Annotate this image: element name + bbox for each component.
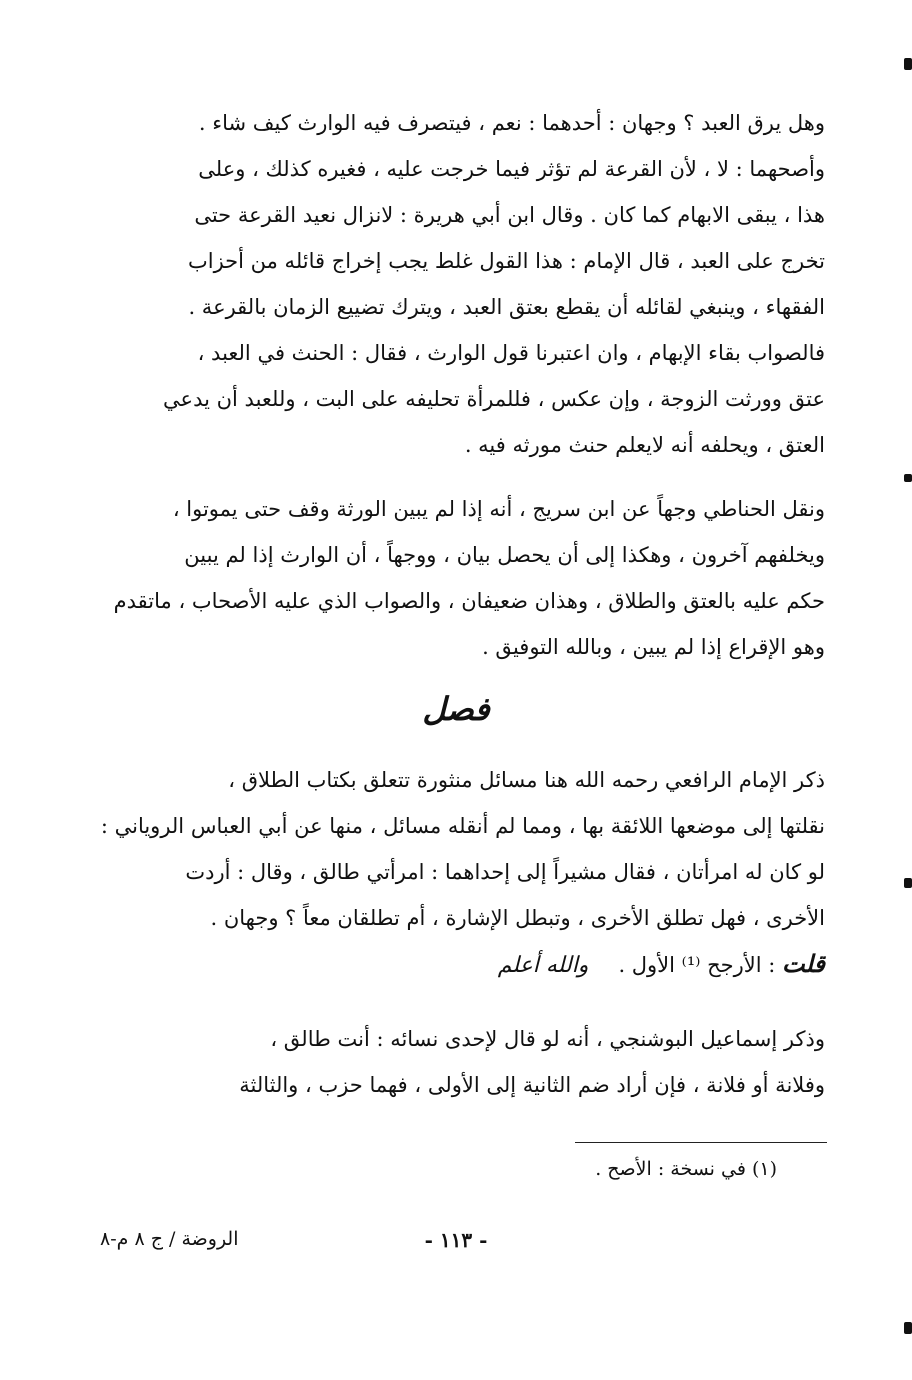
edge-mark — [904, 58, 912, 70]
text-line: وأصحهما : لا ، لأن القرعة لم تؤثر فيما خرجت عليه ، فغيره كذلك ، وعلى — [198, 157, 825, 181]
closing-prefix: قلت — [782, 949, 825, 978]
text-line: الأخرى ، فهل تطلق الأخرى ، وتبطل الإشارة ، أم تطلقان معاً ؟ وجهان . — [210, 906, 825, 930]
text-line: لو كان له امرأتان ، فقال مشيراً إلى إحداهما : امرأتي طالق ، وقال : أردت — [185, 860, 825, 884]
text-line: ونقل الحناطي وجهاً عن ابن سريج ، أنه إذا لم يبين الورثة وقف حتى يموتوا ، — [172, 497, 825, 521]
text-line: الفقهاء ، وينبغي لقائله أن يقطع بعتق العبد ، ويترك تضييع الزمان بالقرعة . — [188, 295, 825, 319]
signature-mark: الروضة / ج ٨ م-٨ — [100, 1228, 239, 1250]
text-line: تخرج على العبد ، قال الإمام : هذا القول غلط يجب إخراج قائله من أحزاب — [187, 249, 825, 273]
paragraph-4 — [100, 1016, 825, 1108]
text-line: العتق ، ويحلفه أنه لايعلم حنث مورثه فيه . — [464, 433, 825, 457]
edge-mark — [904, 474, 912, 482]
text-line: حكم عليه بالعتق والطلاق ، وهذان ضعيفان ، والصواب الذي عليه الأصحاب ، ماتقدم — [113, 589, 825, 613]
text-line: وهل يرق العبد ؟ وجهان : أحدهما : نعم ، فيتصرف فيه الوارث كيف شاء . — [198, 111, 825, 135]
text-line: نقلتها إلى موضعها اللائقة بها ، ومما لم أنقله مسائل ، منها عن أبي العباس الروياني : — [100, 814, 825, 838]
closing-suffix: والله أعلم — [497, 953, 589, 978]
text-line: وهو الإقراع إذا لم يبين ، وبالله التوفيق . — [482, 635, 825, 659]
edge-mark — [904, 1322, 912, 1334]
text-line: وذكر إسماعيل البوشنجي ، أنه لو قال لإحدى نسائه : أنت طالق ، — [270, 1027, 825, 1051]
section-heading: فصل — [422, 690, 490, 728]
page-number: - ١١٣ - — [424, 1228, 488, 1252]
text-line: فالصواب بقاء الإبهام ، وان اعتبرنا قول الوارث ، فقال : الحنث في العبد ، — [197, 341, 825, 365]
closing-line — [100, 941, 825, 989]
text-line: ويخلفهم آخرون ، وهكذا إلى أن يحصل بيان ، ووجهاً ، أن الوارث إذا لم يبين — [184, 543, 825, 567]
text-line: ذكر الإمام الرافعي رحمه الله هنا مسائل منثورة تتعلق بكتاب الطلاق ، — [228, 768, 825, 792]
paragraph-3 — [100, 757, 825, 989]
paragraph-1 — [100, 100, 825, 468]
closing-text: : الأرجح ⁽¹⁾ الأول . — [618, 953, 783, 977]
edge-mark — [904, 878, 912, 888]
footnote-divider — [575, 1142, 827, 1143]
text-line: هذا ، يبقى الابهام كما كان . وقال ابن أبي هريرة : لانزال نعيد القرعة حتى — [194, 203, 825, 227]
footnote: (١) في نسخة : الأصح . — [595, 1158, 777, 1180]
paragraph-2 — [100, 486, 825, 670]
text-line: عتق وورثت الزوجة ، وإن عكس ، فللمرأة تحليفه على البت ، وللعبد أن يدعي — [163, 387, 825, 411]
text-line: وفلانة أو فلانة ، فإن أراد ضم الثانية إلى الأولى ، فهما حزب ، والثالثة — [239, 1073, 825, 1097]
